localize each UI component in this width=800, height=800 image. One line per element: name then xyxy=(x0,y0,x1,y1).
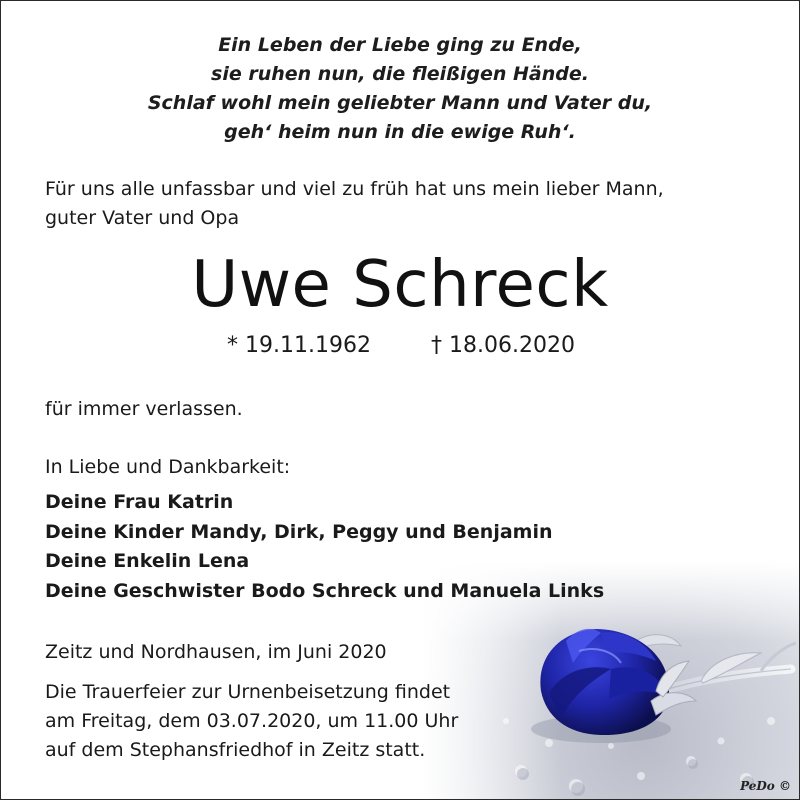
funeral-line: am Freitag, dem 03.07.2020, um 11.00 Uhr xyxy=(45,710,459,732)
death-date: † 18.06.2020 xyxy=(431,333,575,358)
birth-date: * 19.11.1962 xyxy=(227,333,371,358)
mourner-line: Deine Frau Katrin xyxy=(45,491,234,513)
intro-line: Für uns alle unfassbar und viel zu früh hat uns mein lieber Mann, xyxy=(45,178,664,200)
funeral-info xyxy=(45,678,458,765)
poem xyxy=(1,31,799,147)
funeral-line: auf dem Stephansfriedhof in Zeitz statt. xyxy=(45,739,426,761)
deceased-name: Uwe Schreck xyxy=(191,248,609,322)
poem-line: Ein Leben der Liebe ging zu Ende, xyxy=(218,34,582,56)
gratitude-heading: In Liebe und Dankbarkeit: xyxy=(45,456,291,478)
mourner-line: Deine Enkelin Lena xyxy=(45,550,250,572)
poem-line: Schlaf wohl mein geliebter Mann und Vater du, xyxy=(147,92,653,114)
forever-text: für immer verlassen. xyxy=(45,398,243,420)
intro-line: guter Vater und Opa xyxy=(45,207,240,229)
intro-text xyxy=(45,175,664,233)
funeral-line: Die Trauerfeier zur Urnenbeisetzung findet xyxy=(45,681,451,703)
place-date: Zeitz und Nordhausen, im Juni 2020 xyxy=(45,641,387,663)
mourners-list xyxy=(45,488,604,606)
poem-line: geh‘ heim nun in die ewige Ruh‘. xyxy=(224,121,576,143)
mourner-line: Deine Kinder Mandy, Dirk, Peggy und Benjamin xyxy=(45,520,553,543)
poem-line: sie ruhen nun, die fleißigen Hände. xyxy=(211,63,589,85)
designer-signature: PeDo © xyxy=(740,779,791,793)
mourner-line: Deine Geschwister Bodo Schreck und Manuela Links xyxy=(45,579,605,602)
